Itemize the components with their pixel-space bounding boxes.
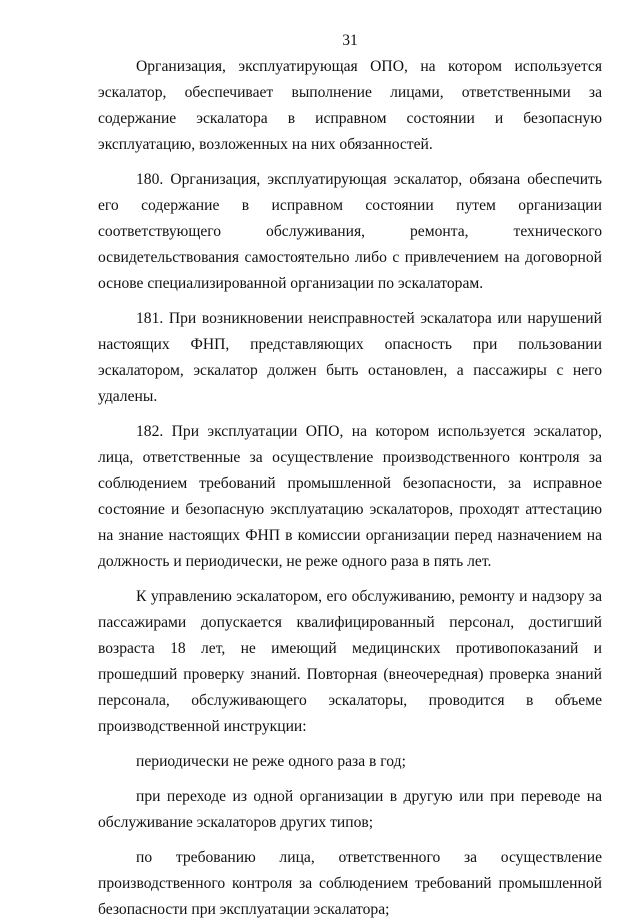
page-number: 31 bbox=[342, 32, 358, 49]
list-item-periodic: периодически не реже одного раза в год; bbox=[136, 753, 406, 770]
paragraph-180: 180. Организация, эксплуатирующая эскалатор, обязана обеспечить его содержание в исправном состоянии путем организации соответствующего обслуживания, ремонта, технического освидетельствования самостоятельно либо с привлечением на договорной основе специализированной организации по эскалаторам. bbox=[98, 171, 602, 292]
paragraph-1: Организация, эксплуатирующая ОПО, на котором используется эскалатор, обеспечивает выполнение лицами, ответственными за содержание эскалатора в исправном состоянии и безопасную эксплуатацию, возложенных на них обязанностей. bbox=[98, 58, 602, 153]
paragraph-181: 181. При возникновении неисправностей эскалатора или нарушений настоящих ФНП, представляющих опасность при пользовании эскалатором, эскалатор должен быть остановлен, а пассажиры с него удалены. bbox=[98, 310, 602, 405]
list-item-request: по требованию лица, ответственного за осуществление производственного контроля за соблюдением требований промышленной безопасности при эксплуатации эскалатора; bbox=[98, 849, 602, 918]
list-item-transfer: при переходе из одной организации в другую или при переводе на обслуживание эскалаторов других типов; bbox=[98, 788, 602, 831]
paragraph-personnel: К управлению эскалатором, его обслуживанию, ремонту и надзору за пассажирами допускается квалифицированный персонал, достигший возраста 18 лет, не имеющий медицинских противопоказаний и прошедший проверку знаний. Повторная (внеочередная) проверка знаний персонала, обслуживающего эскалаторы, проводится в объеме производственной инструкции: bbox=[98, 588, 602, 735]
paragraph-182: 182. При эксплуатации ОПО, на котором используется эскалатор, лица, ответственные за осуществление производственного контроля за соблюдением требований промышленной безопасности, за исправное состояние и безопасную эксплуатацию эскалаторов, проходят аттестацию на знание настоящих ФНП в комиссии организации перед назначением на должность и периодически, не реже одного раза в пять лет. bbox=[98, 423, 602, 570]
